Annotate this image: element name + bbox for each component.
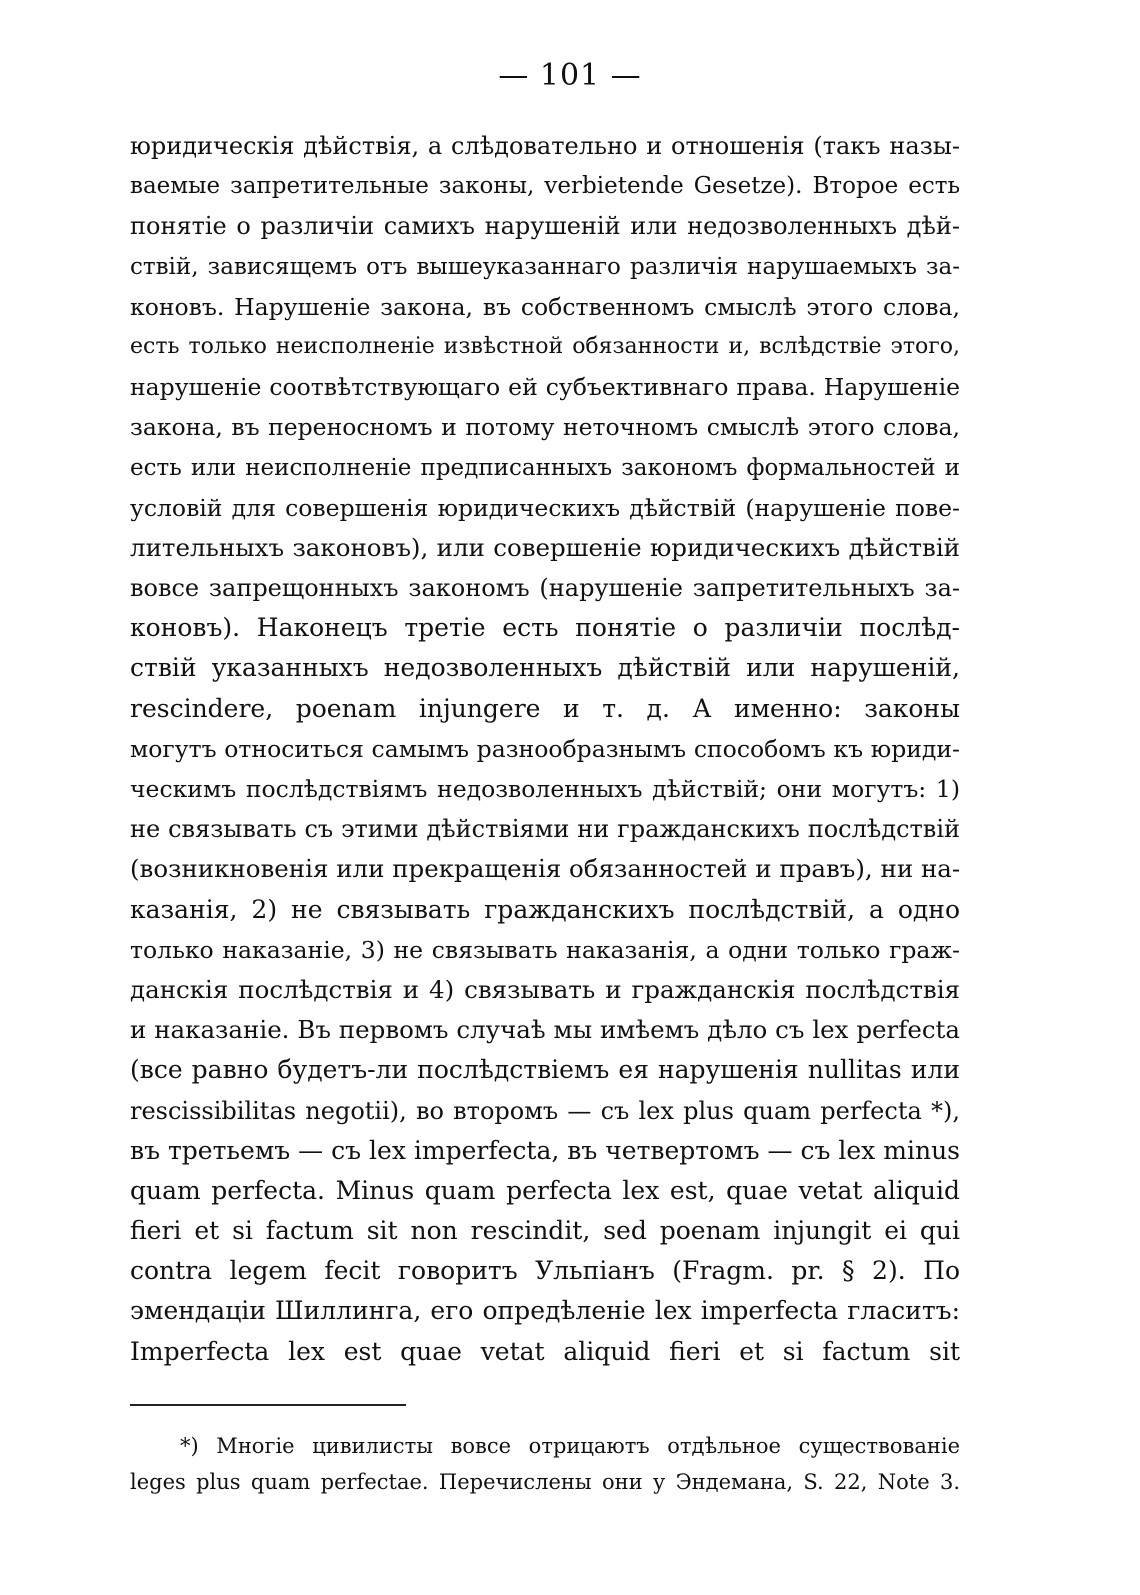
- body-line: ствій, зависящемъ отъ вышеуказаннаго различія нарушаемыхъ за-: [130, 253, 960, 280]
- body-line: нарушеніе соотвѣтствующаго ей субъективнаго права. Нарушеніе: [130, 373, 960, 402]
- body-line: quam perfecta. Minus quam perfecta lex est, quae vetat aliquid: [130, 1175, 960, 1205]
- body-line: въ третьемъ — съ lex imperfecta, въ четвертомъ — съ lex minus: [130, 1135, 960, 1165]
- body-line: rescindere, poenam injungere и т. д. А именно: законы: [130, 693, 960, 723]
- body-line: ствій указанныхъ недозволенныхъ дѣйствій или нарушеній,: [130, 653, 960, 683]
- body-line: ческимъ послѣдствіямъ недозволенныхъ дѣйствій; они могутъ: 1): [130, 775, 960, 803]
- footnote-line: leges plus quam perfectae. Перечислены они у Эндемана, S. 22, Note 3.: [130, 1470, 960, 1494]
- body-line: коновъ. Нарушеніе закона, въ собственномъ смыслѣ этого слова,: [130, 292, 960, 321]
- body-line: данскія послѣдствія и 4) связывать и гражданскія послѣдствія: [130, 974, 960, 1004]
- body-line: вовсе запрещонныхъ закономъ (нарушеніе запретительныхъ за-: [130, 574, 960, 603]
- body-line: не связывать съ этими дѣйствіями ни гражданскихъ послѣдствій: [130, 815, 960, 844]
- body-line: (все равно будетъ-ли послѣдствіемъ ея нарушенія nullitas или: [130, 1055, 960, 1085]
- footnote-line: *) Многіе цивилисты вовсе отрицаютъ отдѣльное существованіе: [180, 1434, 960, 1458]
- body-line: contra legem fecit говоритъ Ульпіанъ (Fragm. pr. § 2). По: [130, 1256, 960, 1286]
- footnote-rule: [130, 1404, 406, 1406]
- body-line: есть только неисполненіе извѣстной обязанности и, вслѣдствіе этого,: [130, 333, 960, 359]
- footnote: [130, 1428, 960, 1500]
- body-line: fieri et si factum sit non rescindit, sed poenam injungit ei qui: [130, 1216, 960, 1246]
- body-line: могутъ относиться самымъ разнообразнымъ способомъ къ юриди-: [130, 734, 960, 763]
- body-line: коновъ). Наконецъ третіе есть понятіе о различіи послѣд-: [130, 613, 960, 643]
- body-line: условій для совершенія юридическихъ дѣйствій (нарушеніе пове-: [130, 493, 960, 522]
- body-line: есть или неисполненіе предписанныхъ закономъ формальностей и: [130, 454, 960, 481]
- body-text: [130, 126, 960, 1372]
- body-line: ваемые запретительные законы, verbietende Gesetze). Второе есть: [130, 173, 960, 200]
- body-line: и наказаніе. Въ первомъ случаѣ мы имѣемъ дѣло съ lex perfecta: [130, 1015, 960, 1045]
- body-line: Imperfecta lex est quae vetat aliquid fieri et si factum sit: [130, 1336, 960, 1366]
- page-number: — 101 —: [498, 58, 642, 93]
- body-line: понятіе о различіи самихъ нарушеній или недозволенныхъ дѣй-: [130, 212, 960, 241]
- body-line: закона, въ переносномъ и потому неточномъ смыслѣ этого слова,: [130, 413, 960, 442]
- body-line: только наказаніе, 3) не связывать наказанія, а одни только граж-: [130, 935, 960, 964]
- body-line: rescissibilitas negotii), во второмъ — съ lex plus quam perfecta *),: [130, 1096, 960, 1125]
- body-line: лительныхъ законовъ), или совершеніе юридическихъ дѣйствій: [130, 532, 960, 562]
- body-line: (возникновенія или прекращенія обязанностей и правъ), ни на-: [130, 854, 960, 884]
- body-line: юридическія дѣйствія, а слѣдовательно и отношенія (такъ назы-: [130, 132, 960, 160]
- body-line: казанія, 2) не связывать гражданскихъ послѣдствій, а одно: [130, 894, 960, 924]
- body-line: эмендаціи Шиллинга, его опредѣленіе lex imperfecta гласитъ:: [130, 1296, 960, 1326]
